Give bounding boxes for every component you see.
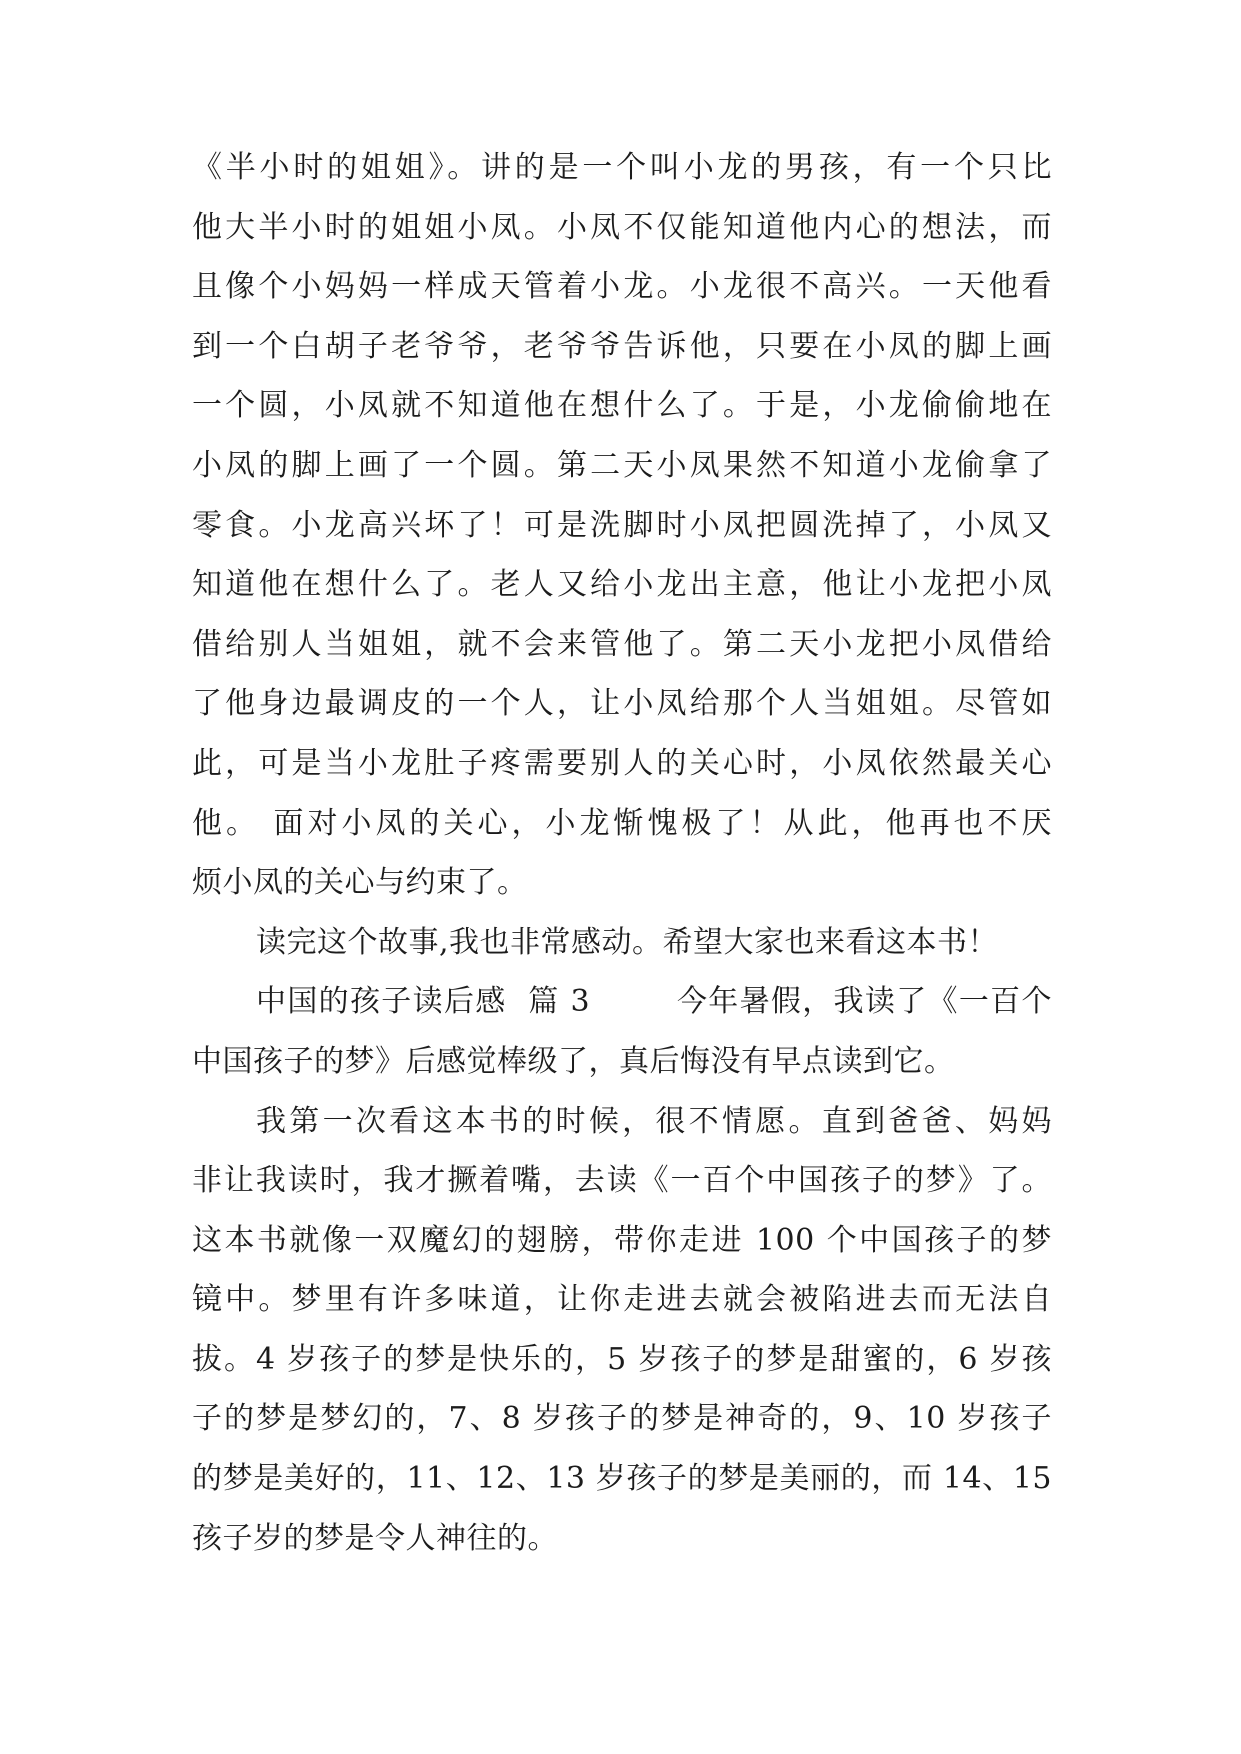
text-line: 此，可是当小龙肚子疼需要别人的关心时，小凤依然最关心: [192, 745, 1052, 781]
text-line: 中国孩子的梦》后感觉棒级了，真后悔没有早点读到它。: [192, 1043, 955, 1079]
text-line: 这本书就像一双魔幻的翅膀，带你走进 100 个中国孩子的梦: [192, 1222, 1052, 1258]
text-line: 孩子岁的梦是令人神往的。: [192, 1520, 558, 1556]
text-line: 他大半小时的姐姐小凤。小凤不仅能知道他内心的想法，而: [192, 209, 1052, 245]
text-line: 知道他在想什么了。老人又给小龙出主意，他让小龙把小凤: [192, 567, 1052, 603]
text-line: 中国的孩子读后感 篇 3 今年暑假，我读了《一百个: [256, 984, 1052, 1020]
text-line: 小凤的脚上画了一个圆。第二天小凤果然不知道小龙偷拿了: [192, 447, 1052, 483]
text-line: 且像个小妈妈一样成天管着小龙。小龙很不高兴。一天他看: [192, 269, 1052, 305]
text-line: 到一个白胡子老爷爷，老爷爷告诉他，只要在小凤的脚上画: [192, 328, 1052, 364]
text-line: 借给别人当姐姐，就不会来管他了。第二天小龙把小凤借给: [192, 626, 1052, 662]
text-line: 非让我读时，我才撅着嘴，去读《一百个中国孩子的梦》了。: [192, 1163, 1052, 1199]
text-line: 《半小时的姐姐》。讲的是一个叫小龙的男孩，有一个只比: [192, 150, 1052, 185]
text-line: 子的梦是梦幻的，7、8 岁孩子的梦是神奇的，9、10 岁孩子: [192, 1401, 1052, 1437]
document-body: [192, 138, 1052, 1568]
text-line: 我第一次看这本书的时候，很不情愿。直到爸爸、妈妈: [256, 1103, 1052, 1139]
text-line: 一个圆，小凤就不知道他在想什么了。于是，小龙偷偷地在: [192, 388, 1052, 424]
text-line: 镜中。梦里有许多味道，让你走进去就会被陷进去而无法自: [192, 1282, 1052, 1318]
text-line: 了他身边最调皮的一个人，让小凤给那个人当姐姐。尽管如: [192, 686, 1052, 722]
text-line: 读完这个故事,我也非常感动。希望大家也来看这本书！: [256, 924, 999, 960]
text-line: 他。 面对小凤的关心，小龙惭愧极了！从此，他再也不厌: [192, 805, 1052, 841]
text-line: 烦小凤的关心与约束了。: [192, 865, 528, 901]
text-line: 拔。4 岁孩子的梦是快乐的，5 岁孩子的梦是甜蜜的，6 岁孩: [192, 1341, 1052, 1377]
text-line: 零食。小龙高兴坏了！可是洗脚时小凤把圆洗掉了，小凤又: [192, 507, 1052, 543]
text-line: 的梦是美好的，11、12、13 岁孩子的梦是美丽的，而 14、15: [192, 1461, 1052, 1497]
